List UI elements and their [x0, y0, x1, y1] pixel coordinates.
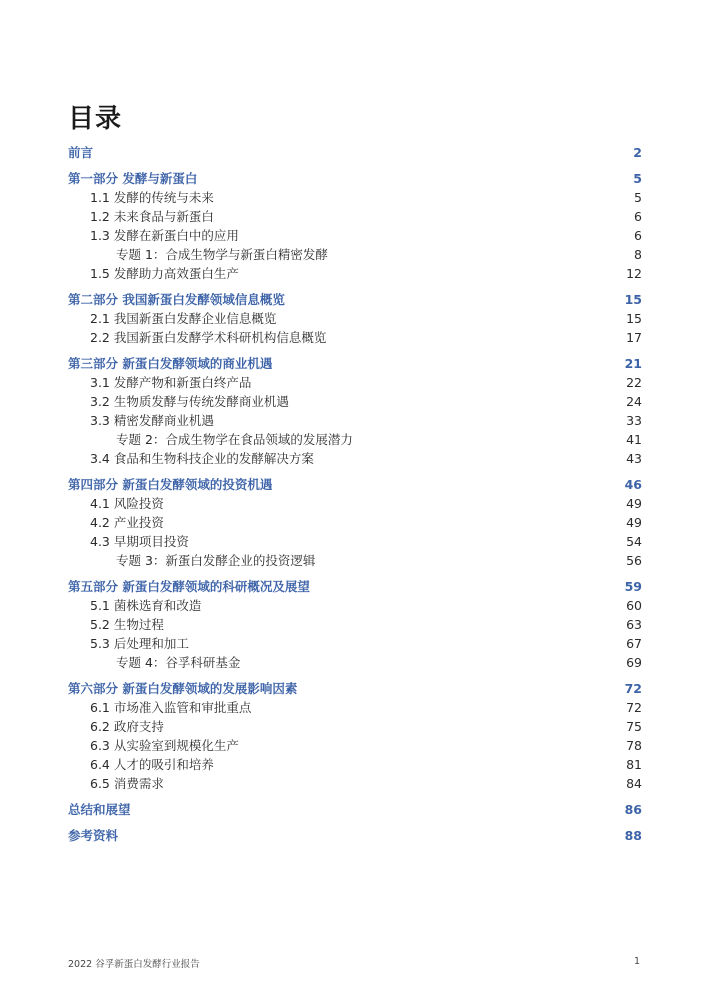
- table-of-contents: [68, 143, 642, 845]
- toc-part-row[interactable]: [68, 679, 642, 698]
- toc-entry-label: 5.1 菌株选育和改造: [90, 598, 202, 613]
- toc-part-row[interactable]: [68, 354, 642, 373]
- toc-spacer: [68, 283, 642, 290]
- toc-item-row[interactable]: [68, 188, 642, 207]
- toc-part-row[interactable]: [68, 290, 642, 309]
- toc-entry-label: 第五部分 新蛋白发酵领域的科研概况及展望: [68, 579, 310, 594]
- toc-spacer: [68, 793, 642, 800]
- toc-entry-label: 专题 2：合成生物学在食品领域的发展潜力: [116, 432, 353, 447]
- toc-entry-label: 3.4 食品和生物科技企业的发酵解决方案: [90, 451, 314, 466]
- toc-entry-label: 6.4 人才的吸引和培养: [90, 757, 214, 772]
- toc-entry-page: 8: [634, 247, 642, 262]
- toc-item-row[interactable]: [68, 449, 642, 468]
- toc-entry-page: 88: [624, 828, 642, 843]
- toc-entry-label: 6.2 政府支持: [90, 719, 164, 734]
- toc-entry-label: 专题 3：新蛋白发酵企业的投资逻辑: [116, 553, 316, 568]
- toc-entry-label: 第一部分 发酵与新蛋白: [68, 171, 198, 186]
- toc-item-row[interactable]: [68, 309, 642, 328]
- toc-part-row[interactable]: [68, 800, 642, 819]
- toc-item-row[interactable]: [68, 328, 642, 347]
- toc-item-row[interactable]: [68, 392, 642, 411]
- toc-item-row[interactable]: [68, 736, 642, 755]
- toc-entry-page: 6: [634, 228, 642, 243]
- toc-entry-page: 43: [626, 451, 642, 466]
- toc-item-row[interactable]: [68, 615, 642, 634]
- toc-entry-page: 33: [626, 413, 642, 428]
- toc-topic-row[interactable]: [68, 430, 642, 449]
- toc-topic-row[interactable]: [68, 551, 642, 570]
- toc-entry-label: 前言: [68, 145, 94, 160]
- toc-entry-label: 5.3 后处理和加工: [90, 636, 189, 651]
- toc-entry-label: 第二部分 我国新蛋白发酵领域信息概览: [68, 292, 285, 307]
- toc-entry-label: 1.2 未来食品与新蛋白: [90, 209, 214, 224]
- toc-part-row[interactable]: [68, 475, 642, 494]
- toc-entry-label: 1.1 发酵的传统与未来: [90, 190, 214, 205]
- toc-entry-page: 86: [624, 802, 642, 817]
- toc-item-row[interactable]: [68, 207, 642, 226]
- toc-entry-page: 67: [626, 636, 642, 651]
- toc-entry-page: 46: [624, 477, 642, 492]
- toc-entry-label: 参考资料: [68, 828, 119, 843]
- toc-item-row[interactable]: [68, 513, 642, 532]
- toc-entry-page: 15: [624, 292, 642, 307]
- toc-entry-label: 6.1 市场准入监管和审批重点: [90, 700, 252, 715]
- toc-entry-label: 第四部分 新蛋白发酵领域的投资机遇: [68, 477, 273, 492]
- toc-entry-page: 15: [626, 311, 642, 326]
- toc-item-row[interactable]: [68, 596, 642, 615]
- toc-entry-label: 3.3 精密发酵商业机遇: [90, 413, 214, 428]
- toc-entry-label: 2.2 我国新蛋白发酵学术科研机构信息概览: [90, 330, 327, 345]
- toc-topic-row[interactable]: [68, 245, 642, 264]
- toc-entry-page: 21: [624, 356, 642, 371]
- toc-entry-page: 5: [633, 171, 642, 186]
- toc-spacer: [68, 468, 642, 475]
- toc-entry-label: 4.3 早期项目投资: [90, 534, 189, 549]
- toc-part-row[interactable]: [68, 143, 642, 162]
- toc-item-row[interactable]: [68, 634, 642, 653]
- toc-entry-page: 12: [626, 266, 642, 281]
- toc-entry-page: 56: [626, 553, 642, 568]
- toc-entry-label: 6.3 从实验室到规模化生产: [90, 738, 239, 753]
- toc-entry-label: 2.1 我国新蛋白发酵企业信息概览: [90, 311, 277, 326]
- toc-entry-page: 54: [626, 534, 642, 549]
- toc-entry-page: 17: [626, 330, 642, 345]
- toc-entry-page: 75: [626, 719, 642, 734]
- toc-entry-label: 3.1 发酵产物和新蛋白终产品: [90, 375, 252, 390]
- toc-entry-page: 5: [634, 190, 642, 205]
- toc-entry-page: 49: [626, 496, 642, 511]
- toc-part-row[interactable]: [68, 826, 642, 845]
- footer-report-name: 2022 谷孚新蛋白发酵行业报告: [68, 959, 200, 970]
- toc-item-row[interactable]: [68, 373, 642, 392]
- toc-entry-page: 24: [626, 394, 642, 409]
- toc-topic-row[interactable]: [68, 653, 642, 672]
- toc-spacer: [68, 347, 642, 354]
- toc-entry-label: 6.5 消费需求: [90, 776, 164, 791]
- toc-spacer: [68, 819, 642, 826]
- toc-item-row[interactable]: [68, 774, 642, 793]
- footer-page-number: 1: [633, 956, 640, 967]
- toc-spacer: [68, 162, 642, 169]
- toc-entry-label: 1.3 发酵在新蛋白中的应用: [90, 228, 239, 243]
- toc-entry-page: 59: [624, 579, 642, 594]
- toc-entry-label: 第六部分 新蛋白发酵领域的发展影响因素: [68, 681, 298, 696]
- toc-entry-label: 4.1 风险投资: [90, 496, 164, 511]
- toc-item-row[interactable]: [68, 264, 642, 283]
- toc-entry-label: 1.5 发酵助力高效蛋白生产: [90, 266, 239, 281]
- toc-entry-label: 专题 4：谷孚科研基金: [116, 655, 241, 670]
- toc-entry-label: 4.2 产业投资: [90, 515, 164, 530]
- toc-entry-page: 60: [626, 598, 642, 613]
- toc-part-row[interactable]: [68, 577, 642, 596]
- toc-entry-label: 专题 1：合成生物学与新蛋白精密发酵: [116, 247, 328, 262]
- toc-item-row[interactable]: [68, 532, 642, 551]
- toc-item-row[interactable]: [68, 226, 642, 245]
- toc-entry-label: 5.2 生物过程: [90, 617, 164, 632]
- toc-entry-page: 72: [624, 681, 642, 696]
- toc-item-row[interactable]: [68, 698, 642, 717]
- toc-entry-page: 72: [626, 700, 642, 715]
- toc-entry-page: 81: [626, 757, 642, 772]
- toc-entry-page: 69: [626, 655, 642, 670]
- toc-item-row[interactable]: [68, 717, 642, 736]
- toc-item-row[interactable]: [68, 494, 642, 513]
- toc-entry-label: 第三部分 新蛋白发酵领域的商业机遇: [68, 356, 273, 371]
- toc-entry-label: 3.2 生物质发酵与传统发酵商业机遇: [90, 394, 289, 409]
- toc-item-row[interactable]: [68, 755, 642, 774]
- toc-entry-label: 总结和展望: [68, 802, 131, 817]
- toc-entry-page: 6: [634, 209, 642, 224]
- toc-entry-page: 22: [626, 375, 642, 390]
- toc-entry-page: 49: [626, 515, 642, 530]
- toc-entry-page: 84: [626, 776, 642, 791]
- toc-entry-page: 41: [626, 432, 642, 447]
- toc-part-row[interactable]: [68, 169, 642, 188]
- page-title: 目录: [68, 104, 123, 134]
- toc-entry-page: 78: [626, 738, 642, 753]
- toc-entry-page: 2: [633, 145, 642, 160]
- toc-spacer: [68, 672, 642, 679]
- toc-spacer: [68, 570, 642, 577]
- toc-entry-page: 63: [626, 617, 642, 632]
- toc-item-row[interactable]: [68, 411, 642, 430]
